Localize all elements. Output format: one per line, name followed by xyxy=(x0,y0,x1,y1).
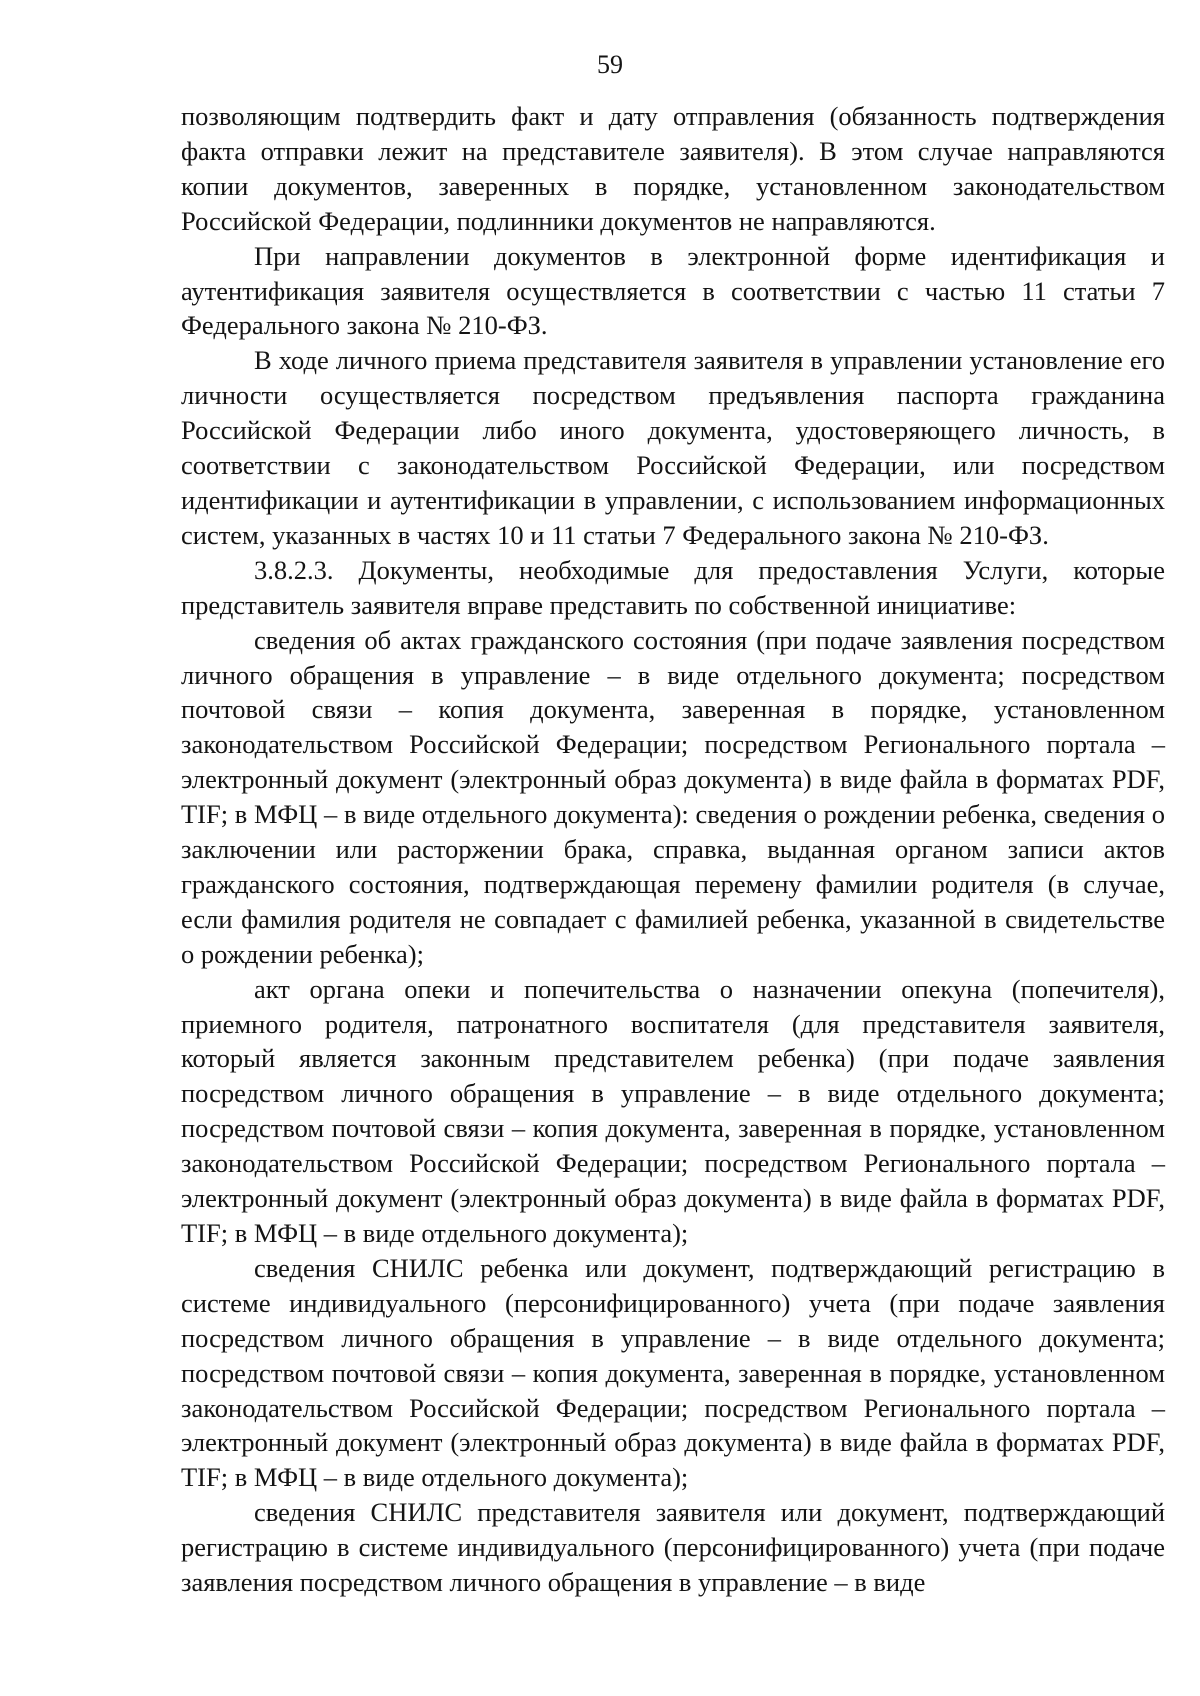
paragraph-representative-snils: сведения СНИЛС представителя заявителя или документ, подтверждающий регистрацию в системе индивидуального (персонифицированного) учета (при подаче заявления посредством личного обращения в управление – в виде xyxy=(181,1497,1165,1598)
paragraph-personal-reception: В ходе личного приема представителя заявителя в управлении установление его личности осуществляется посредством предъявления паспорта гражданина Российской Федерации либо иного документа, удостоверяющего личность, в соответствии с законодательством Российской Федерации, или посредством идентификации и аутентификации в управлении, с использованием информационных систем, указанных в частях 10 и 11 статьи 7 Федерального закона № 210-ФЗ. xyxy=(181,345,1165,550)
paragraph-guardianship-act: акт органа опеки и попечительства о назначении опекуна (попечителя), приемного родителя, патронатного воспитателя (для представителя заявителя, который является законным представителем ребенка) (при подаче заявления посредством личного обращения в управление – в виде отдельного документа; посредством почтовой связи – копия документа, заверенная в порядке, установленном законодательством Российской Федерации; посредством Регионального портала – электронный документ (электронный образ документа) в виде файла в форматах PDF, TIF; в МФЦ – в виде отдельного документа); xyxy=(181,973,1165,1248)
document-body xyxy=(181,99,1165,1600)
paragraph-continuation: позволяющим подтвердить факт и дату отправления (обязанность подтверждения факта отправки лежит на представителе заявителя). В этом случае направляются копии документов, заверенных в порядке, установленном законодательством Российской Федерации, подлинники документов не направляются. xyxy=(181,101,1165,236)
paragraph-civil-status-records: сведения об актах гражданского состояния (при подаче заявления посредством личного обращения в управление – в виде отдельного документа; посредством почтовой связи – копия документа, заверенная в порядке, установленном законодательством Российской Федерации; посредством Регионального портала – электронный документ (электронный образ документа) в виде файла в форматах PDF, TIF; в МФЦ – в виде отдельного документа): сведения о рождении ребенка, сведения о заключении или расторжении брака, справка, выданная органом записи актов гражданского состояния, подтверждающая перемену фамилии родителя (в случае, если фамилия родителя не совпадает с фамилией ребенка, указанной в свидетельстве о рождении ребенка); xyxy=(181,624,1165,969)
page-number: 59 xyxy=(597,50,623,79)
paragraph-child-snils: сведения СНИЛС ребенка или документ, подтверждающий регистрацию в системе индивидуального (персонифицированного) учета (при подаче заявления посредством личного обращения в управление – в виде отдельного документа; посредством почтовой связи – копия документа, заверенная в порядке, установленном законодательством Российской Федерации; посредством Регионального портала – электронный документ (электронный образ документа) в виде файла в форматах PDF, TIF; в МФЦ – в виде отдельного документа); xyxy=(181,1252,1165,1493)
paragraph-section-3-8-2-3: 3.8.2.3. Документы, необходимые для предоставления Услуги, которые представитель заявителя вправе представить по собственной инициативе: xyxy=(181,554,1165,620)
paragraph-electronic-identification: При направлении документов в электронной форме идентификация и аутентификация заявителя осуществляется в соответствии с частью 11 статьи 7 Федерального закона № 210-ФЗ. xyxy=(181,240,1165,341)
